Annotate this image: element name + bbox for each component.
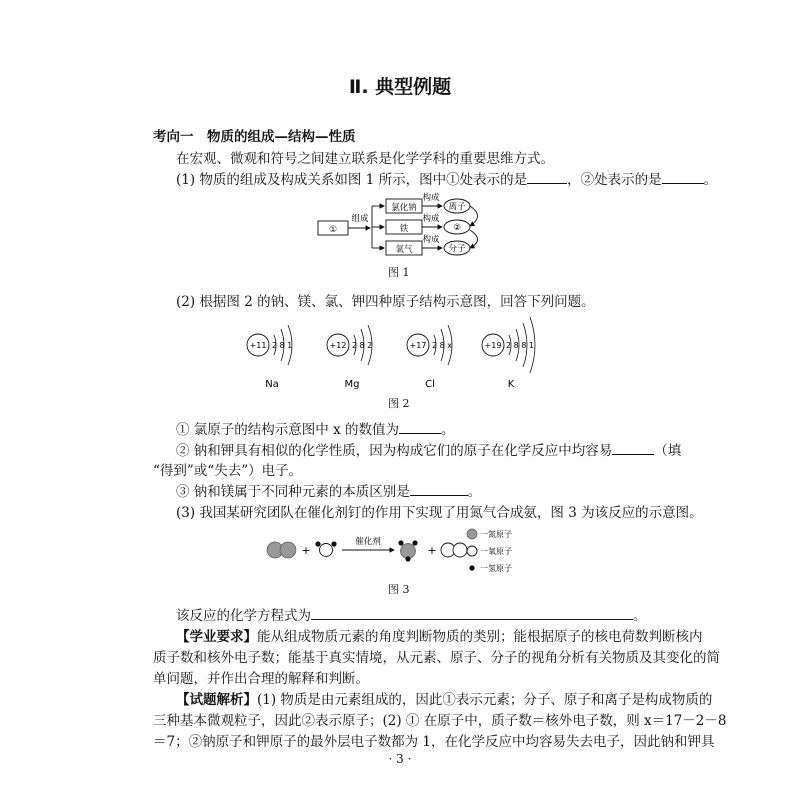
q1-text-before: (1) 物质的组成及构成关系如图 1 所示，图中①处表示的是 bbox=[176, 172, 528, 188]
q2-item-2-end: （填 bbox=[654, 443, 682, 459]
intro-text: 在宏观、微观和符号之间建立联系是化学学科的重要思维方式。 bbox=[176, 151, 554, 167]
na-electrons: 2 8 1 bbox=[271, 341, 293, 350]
cl-nucleus: +17 bbox=[409, 341, 427, 350]
question-2-item-2-cont: “得到”或“失去”）电子。 bbox=[153, 463, 303, 479]
q2-item-1-end: 。 bbox=[441, 422, 455, 438]
q1-text-middle: ，②处表示的是 bbox=[567, 172, 662, 188]
plus-1: + bbox=[301, 544, 311, 557]
analysis-line-1 bbox=[176, 688, 712, 708]
figure-3-diagram bbox=[260, 525, 560, 583]
answer-blank-4[interactable] bbox=[612, 442, 654, 455]
cl-symbol: Cl bbox=[425, 379, 435, 390]
question-2-item-2 bbox=[176, 439, 681, 459]
mg-nucleus: +12 bbox=[329, 341, 347, 350]
requirement-text-1: 能从组成物质元素的角度判断物质的类别；能根据原子的核电荷数判断核内 bbox=[257, 629, 703, 645]
equation-blank[interactable] bbox=[311, 607, 633, 620]
q1-text-end: 。 bbox=[703, 172, 718, 188]
water-molecule bbox=[315, 541, 336, 556]
substance-iron: 铁 bbox=[399, 224, 409, 234]
analysis-text-1: (1) 物质是由元素组成的，因此①表示元素；分子、原子和离子是构成物质的 bbox=[257, 692, 713, 708]
legend-oxygen: 一氧原子 bbox=[480, 547, 512, 556]
figure-2-caption: 图 2 bbox=[388, 397, 410, 410]
question-2-item-1 bbox=[176, 418, 455, 438]
analysis-line-3: ＝7；②钠原子和钾原子的最外层电子数都为 1，在化学反应中均容易失去电子，因此钠和钾具 bbox=[153, 734, 715, 750]
mg-symbol: Mg bbox=[344, 379, 360, 390]
plus-2: + bbox=[427, 544, 437, 557]
page-number: · 3 · bbox=[388, 752, 412, 766]
answer-blank-2[interactable] bbox=[662, 171, 704, 184]
atom-k bbox=[482, 317, 535, 390]
atom-na bbox=[247, 325, 292, 390]
cl-electrons: 2 8 x bbox=[432, 341, 452, 350]
analysis-line-2: 三种基本微观粒子，因此②表示原子；(2) ① 在原子中，质子数＝核外电子数，则 x＝17－2－8 bbox=[153, 713, 727, 729]
answer-blank-5[interactable] bbox=[410, 483, 468, 496]
question-2-item-3 bbox=[176, 480, 481, 500]
question-3: (3) 我国某研究团队在催化剂钉的作用下实现了用氮气合成氨，图 3 为该反应的示意图。 bbox=[176, 505, 703, 521]
particle-ion: 离子 bbox=[448, 202, 466, 212]
requirement-line-1 bbox=[176, 625, 703, 645]
figure-3-caption: 图 3 bbox=[388, 583, 410, 596]
q2-item-3-text: ③ 钠和镁属于不同种元素的本质区别是 bbox=[176, 484, 410, 500]
k-nucleus: +19 bbox=[484, 341, 502, 350]
box-element-label: ① bbox=[328, 225, 338, 235]
q2-item-3-end: 。 bbox=[467, 484, 482, 500]
q2-item-1-text: ① 氯原子的结构示意图中 x 的数值为 bbox=[176, 422, 399, 438]
figure-2-diagram bbox=[230, 305, 580, 395]
label-construct-2: 构成 bbox=[422, 214, 440, 224]
page-title: Ⅱ. 典型例题 bbox=[348, 76, 452, 98]
answer-blank-3[interactable] bbox=[399, 421, 441, 434]
analysis-tag: 【试题解析】 bbox=[176, 692, 257, 708]
substance-nacl: 氯化钠 bbox=[391, 203, 417, 213]
section-heading: 考向一 物质的组成—结构—性质 bbox=[153, 129, 356, 145]
figure-1-caption: 图 1 bbox=[388, 266, 410, 279]
legend-hydrogen-icon bbox=[469, 565, 474, 570]
k-electrons: 2 8 8 1 bbox=[506, 341, 534, 350]
question-2-intro: (2) 根据图 2 的钠、镁、氯、钾四种原子结构示意图，回答下列问题。 bbox=[176, 294, 595, 310]
legend-nitrogen-icon bbox=[467, 529, 477, 539]
label-compose: 组成 bbox=[351, 214, 369, 224]
nitrogen-molecule bbox=[267, 542, 296, 558]
legend-oxygen-icon bbox=[467, 546, 477, 556]
particle-molecule: 分子 bbox=[448, 244, 466, 254]
oxygen-molecule bbox=[441, 543, 467, 557]
catalyst-label: 催化剂 bbox=[355, 537, 381, 547]
legend-hydrogen: 一氢原子 bbox=[480, 564, 512, 573]
equation-prompt: 该反应的化学方程式为 bbox=[176, 608, 311, 624]
particle-atom: ② bbox=[453, 223, 461, 233]
na-nucleus: +11 bbox=[249, 341, 267, 350]
requirement-line-2: 质子数和核外电子数；能基于真实情境，从元素、原子、分子的视角分析有关物质及其变化的简 bbox=[153, 650, 720, 666]
equation-line bbox=[176, 604, 647, 624]
equation-end: 。 bbox=[633, 608, 647, 624]
requirement-line-3: 单问题，并作出合理的解释和判断。 bbox=[153, 671, 369, 687]
q2-item-2-text: ② 钠和钾具有相似的化学性质，因为构成它们的原子在化学反应中均容易 bbox=[176, 443, 613, 459]
legend bbox=[467, 529, 512, 573]
ammonia-molecule bbox=[398, 540, 417, 561]
legend-nitrogen: 一氮原子 bbox=[480, 530, 512, 539]
atom-cl bbox=[407, 325, 452, 390]
figure-1-diagram bbox=[300, 188, 500, 268]
answer-blank-1[interactable] bbox=[527, 171, 567, 184]
substance-oxygen: 氧气 bbox=[395, 245, 413, 255]
question-1 bbox=[176, 168, 717, 188]
atom-mg bbox=[327, 325, 372, 390]
requirement-tag: 【学业要求】 bbox=[176, 629, 257, 645]
label-construct-3: 构成 bbox=[422, 235, 440, 245]
mg-electrons: 2 8 2 bbox=[351, 341, 373, 350]
k-symbol: K bbox=[507, 379, 515, 390]
na-symbol: Na bbox=[265, 379, 279, 390]
label-construct-1: 构成 bbox=[422, 193, 440, 203]
